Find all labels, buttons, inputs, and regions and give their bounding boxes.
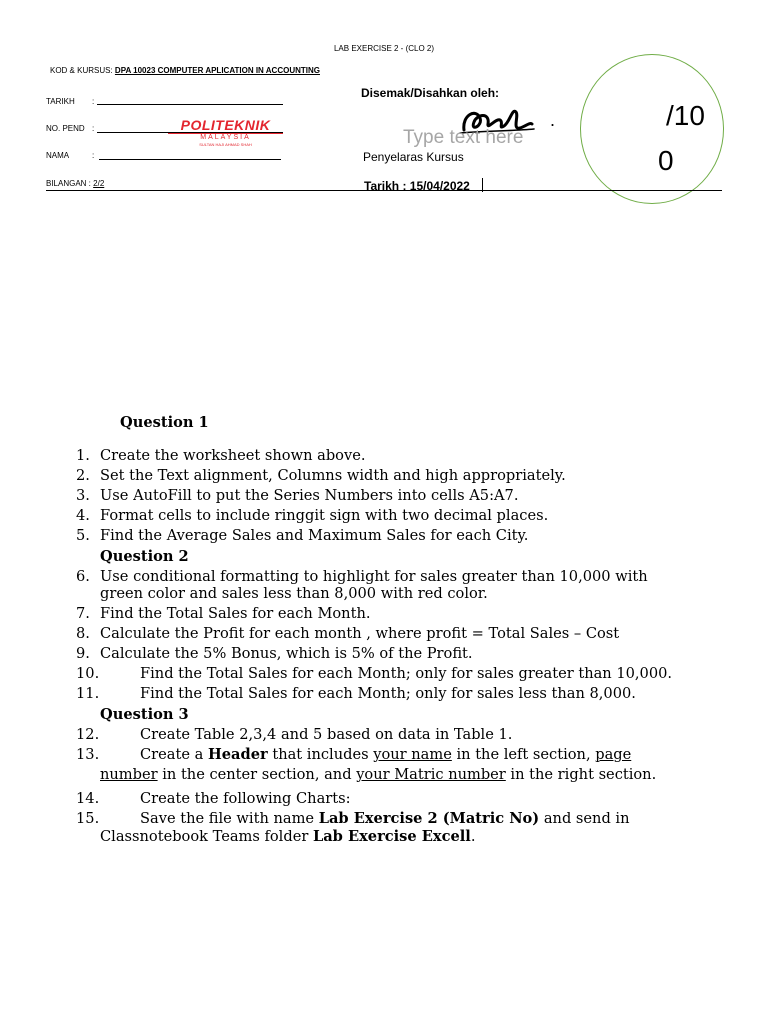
score-top: /10	[666, 100, 705, 131]
signature-dot: .	[550, 110, 556, 130]
logo-wordmark: POLITEKNIK	[168, 118, 283, 134]
question-2-heading: Question 2	[100, 548, 189, 565]
nama-label: NAMA	[46, 151, 70, 160]
no-pend-colon: :	[92, 124, 95, 133]
no-pend-label: NO. PEND	[46, 124, 85, 133]
tarikh-colon: :	[92, 97, 95, 106]
course-value: DPA 10023 COMPUTER APLICATION IN ACCOUNTING	[114, 66, 320, 75]
nama-colon: :	[92, 151, 95, 160]
course-label: KOD & KURSUS:	[50, 66, 113, 75]
page-title: LAB EXERCISE 2 - (CLO 2)	[333, 44, 435, 53]
question-3-heading: Question 3	[100, 706, 189, 723]
question-1-heading: Question 1	[120, 414, 209, 431]
tarikh-label: TARIKH	[46, 97, 75, 106]
date-label: Tarikh : 15/04/2022	[364, 179, 470, 193]
bilangan-label: BILANGAN :	[46, 179, 91, 188]
coordinator-label: Penyelaras Kursus	[363, 150, 464, 164]
logo-caption: SULTAN HAJI AHMAD SHAH	[199, 142, 252, 147]
bilangan-value: 2/2	[93, 179, 105, 188]
logo-subtext: MALAYSIA	[200, 134, 251, 141]
score-bottom: 0	[658, 145, 674, 176]
question-list: 1. Create the worksheet shown above. 2. Set the Text alignment, Columns width and high appropriately. 3. Use AutoFill to put the Series Numbers into cells A5:A7. 4. Format cells to include ringgit sign with two decimal places. 5. Find the Average Sales and Maximum Sales for each City. Question 2 6. Use conditional formatting to highlight for sales greater than 10,000 with green color and sales less than 8,000 with red color. 7. Find the Total Sales for each Month. 8. Calculate the Profit for each month , where profit = Total Sales – Cost 9. Calculate the 5% Bonus, which is 5% of the Profit. 10. Find the Total Sales for each Month; only for sales greater than 10,000. 11. Find the Total Sales for each Month; only for sales less than 8,000. Question 3 12. Create Table 2,3,4 and 5 based on data in Table 1. 13. Create a Header that includes your name in the left section, page number in the center section, and your Matric number in the right section. 14. Create the following Charts: 15. Save the file with name Lab Exercise 2 (Matric No) and send in Classnotebook Teams folder Lab Exercise Excell.	[76, 447, 673, 845]
placeholder-text: Type text here	[403, 127, 524, 148]
checked-by-label: Disemak/Disahkan oleh:	[361, 86, 500, 100]
